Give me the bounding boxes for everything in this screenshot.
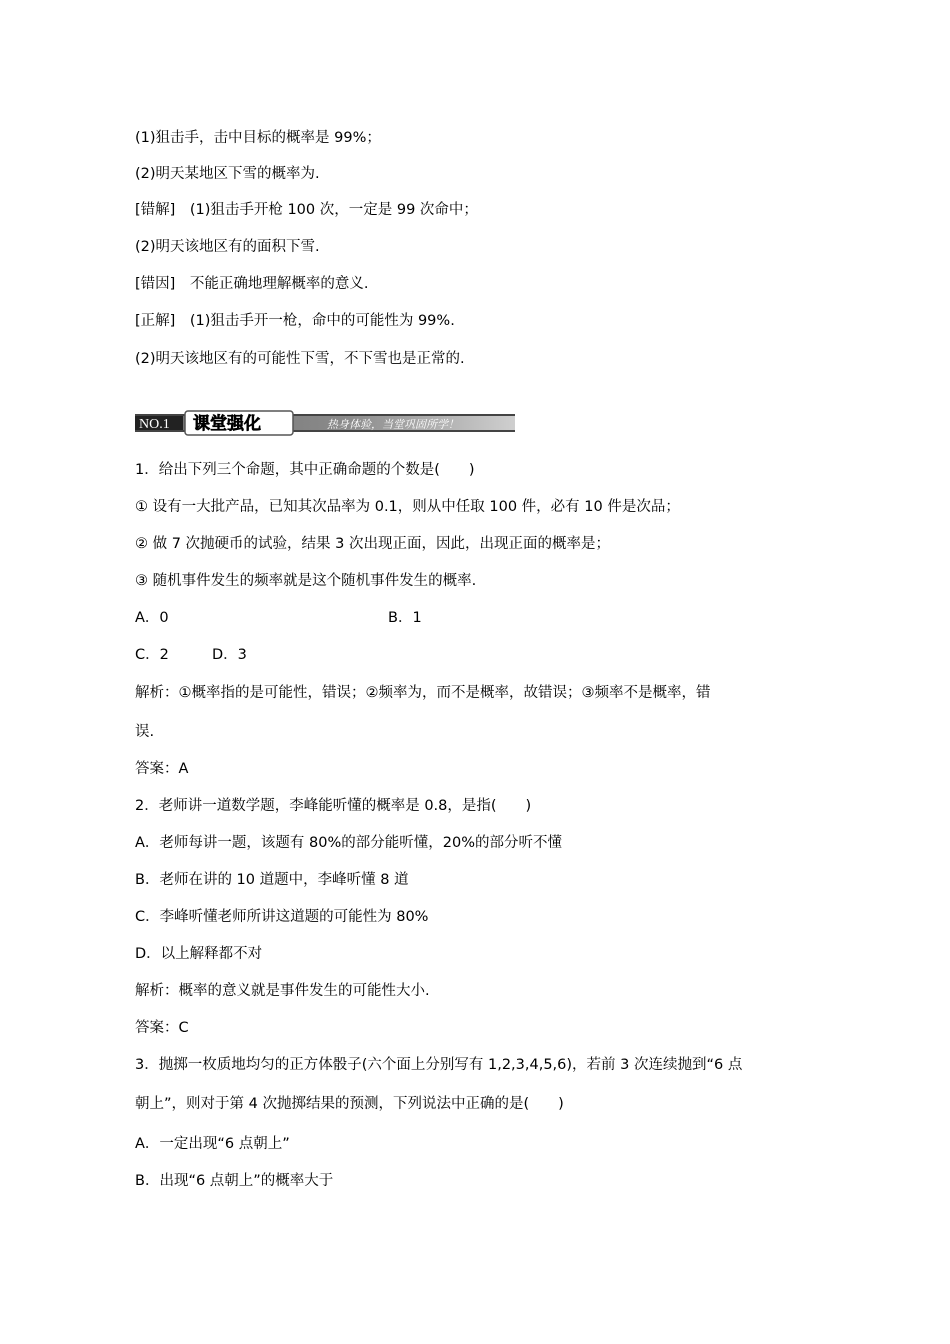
intro-line-5: [错因] 不能正确地理解概率的意义. — [135, 276, 369, 292]
banner-slogan: 热身体验，当堂巩固所学！ — [327, 418, 459, 431]
intro-line-6: [正解] (1)狙击手开一枪，命中的可能性为 99%. — [135, 313, 455, 329]
q1-explanation-1: 解析：①概率指的是可能性，错误；②频率为，而不是概率，故错误；③频率不是概率，错 — [135, 685, 711, 701]
q3-option-a: A．一定出现“6 点朝上” — [135, 1136, 290, 1152]
q1-option-a: A．0 — [135, 610, 169, 626]
q1-option-b: B．1 — [388, 610, 422, 626]
q1-statement-2: ② 做 7 次抛硬币的试验，结果 3 次出现正面，因此，出现正面的概率是； — [135, 536, 610, 552]
q1-statement-3: ③ 随机事件发生的频率就是这个随机事件发生的概率. — [135, 573, 477, 589]
q1-statement-1: ① 设有一大批产品，已知其次品率为 0.1，则从中任取 100 件，必有 10 件是次品； — [135, 499, 680, 515]
q2-option-b: B．老师在讲的 10 道题中，李峰听懂 8 道 — [135, 872, 409, 888]
q1-option-d: D．3 — [212, 647, 247, 663]
q3-stem-1: 3．抛掷一枚质地均匀的正方体骰子(六个面上分别写有 1,2,3,4,5,6)，若前 3 次连续抛到“6 点 — [135, 1057, 743, 1073]
intro-line-3: [错解] (1)狙击手开枪 100 次，一定是 99 次命中； — [135, 202, 478, 218]
intro-line-4: (2)明天该地区有的面积下雪. — [135, 239, 320, 255]
q2-option-c: C．李峰听懂老师所讲这道题的可能性为 80% — [135, 909, 429, 925]
q3-stem-2: 朝上”，则对于第 4 次抛掷结果的预测，下列说法中正确的是( ) — [135, 1096, 564, 1112]
q1-explanation-2: 误. — [135, 724, 155, 740]
q1-stem: 1．给出下列三个命题，其中正确命题的个数是( ) — [135, 462, 475, 478]
intro-line-2: (2)明天某地区下雪的概率为. — [135, 166, 320, 182]
q2-option-d: D．以上解释都不对 — [135, 946, 263, 962]
q2-answer: 答案：C — [135, 1020, 189, 1036]
q2-option-a: A．老师每讲一题，该题有 80%的部分能听懂，20%的部分听不懂 — [135, 835, 562, 851]
q2-stem: 2．老师讲一道数学题，李峰能听懂的概率是 0.8，是指( ) — [135, 798, 532, 814]
intro-line-1: (1)狙击手，击中目标的概率是 99%； — [135, 130, 381, 146]
banner-number: NO.1 — [139, 417, 170, 432]
q2-explanation: 解析：概率的意义就是事件发生的可能性大小. — [135, 983, 430, 999]
q3-option-b: B．出现“6 点朝上”的概率大于 — [135, 1173, 334, 1189]
section-banner — [135, 410, 515, 436]
intro-line-7: (2)明天该地区有的可能性下雪，不下雪也是正常的. — [135, 351, 465, 367]
q1-option-c: C．2 — [135, 647, 169, 663]
banner-title: 课堂强化 — [193, 414, 261, 434]
q1-answer: 答案：A — [135, 761, 189, 777]
